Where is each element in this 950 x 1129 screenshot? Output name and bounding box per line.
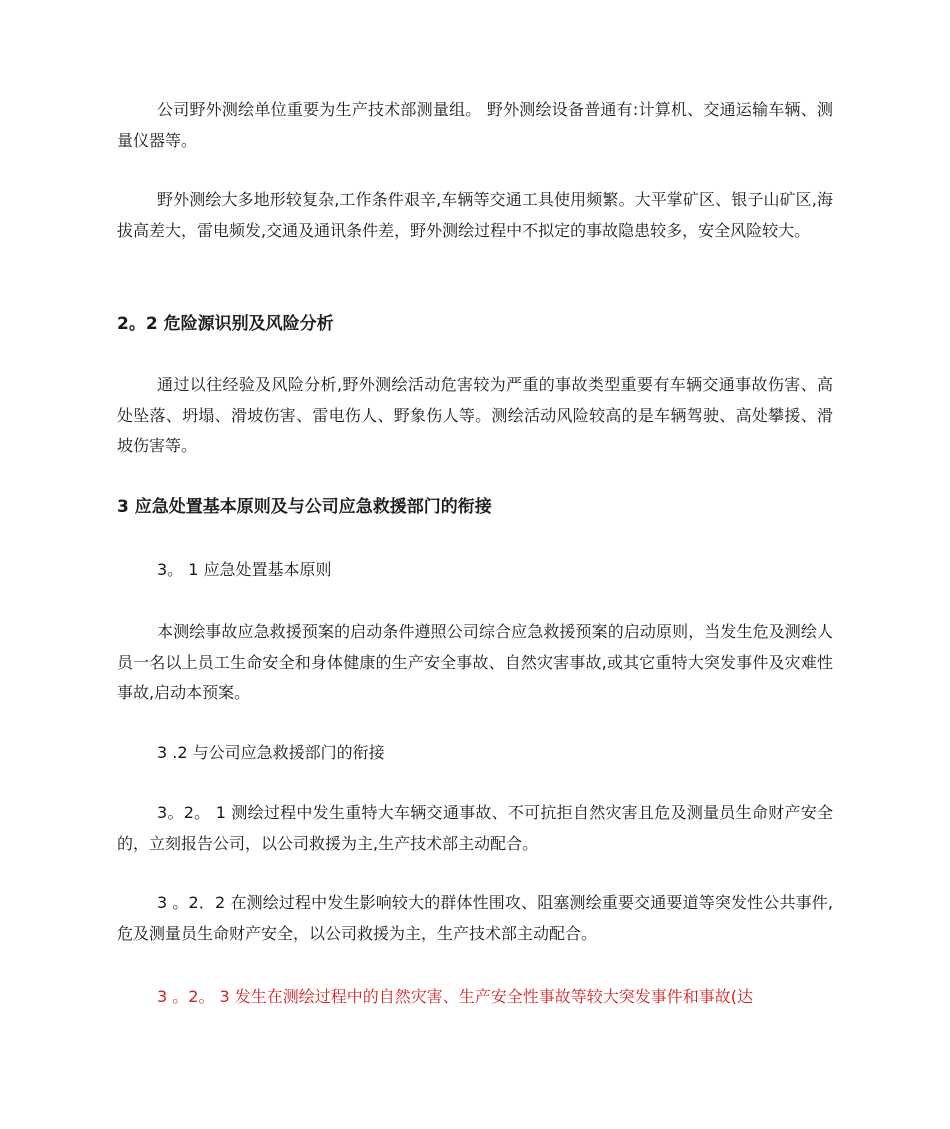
paragraph-clause-3-2-1: 3。2。 1 测绘过程中发生重特大车辆交通事故、不可抗拒自然灾害且危及测量员生命财产安全的，立刻报告公司，以公司救援为主,生产技术部主动配合。: [117, 803, 833, 853]
paragraph-clause-3-2-3: 3 。2。 3 发生在测绘过程中的自然灾害、生产安全性事故等较大突发事件和事故(达: [157, 987, 754, 1006]
heading-hazard-identification: 2。2 危险源识别及风险分析: [117, 314, 334, 334]
paragraph-field-conditions: 野外测绘大多地形较复杂,工作条件艰辛,车辆等交通工具使用频繁。大平掌矿区、银子山矿区,海拔高差大，雷电频发,交通及通讯条件差，野外测绘过程中不拟定的事故隐患较多，安全风险较大。: [117, 190, 833, 240]
subheading-department-linkage: 3 .2 与公司应急救援部门的衔接: [157, 743, 385, 762]
heading-emergency-principles: 3 应急处置基本原则及与公司应急救援部门的衔接: [117, 497, 492, 517]
paragraph-risk-analysis: 通过以往经验及风险分析,野外测绘活动危害较为严重的事故类型重要有车辆交通事故伤害、高处坠落、坍塌、滑坡伤害、雷电伤人、野象伤人等。测绘活动风险较高的是车辆驾驶、高处攀援、滑坡伤害等。: [117, 375, 833, 455]
paragraph-clause-3-2-2: 3 。2．2 在测绘过程中发生影响较大的群体性围攻、阻塞测绘重要交通要道等突发性公共事件,危及测量员生命财产安全，以公司救援为主，生产技术部主动配合。: [117, 893, 833, 943]
paragraph-plan-activation: 本测绘事故应急救援预案的启动条件遵照公司综合应急救援预案的启动原则，当发生危及测绘人员一名以上员工生命安全和身体健康的生产安全事故、自然灾害事故,或其它重特大突发事件及灾难性事故,启动本预案。: [117, 622, 833, 702]
subheading-basic-principles: 3。 1 应急处置基本原则: [157, 560, 332, 579]
paragraph-field-survey-units: 公司野外测绘单位重要为生产技术部测量组。 野外测绘设备普通有:计算机、交通运输车辆、测量仪器等。: [117, 100, 833, 150]
